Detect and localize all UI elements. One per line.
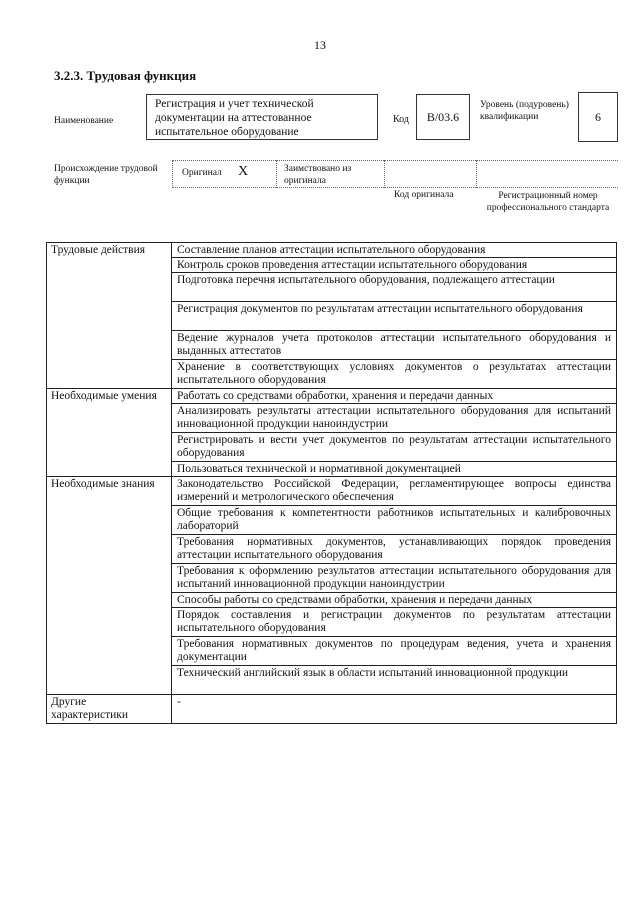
function-details-table: [46, 242, 617, 724]
description-cell: Законодательство Российской Федерации, регламентирующее вопросы единства измерений и метрологического обеспечения: [172, 477, 617, 506]
origin-divider: [476, 160, 477, 188]
function-code-box: В/03.6: [416, 94, 470, 140]
description-cell: Пользоваться технической и нормативной документацией: [172, 462, 617, 477]
description-cell: Способы работы со средствами обработки, хранения и передачи данных: [172, 593, 617, 608]
origin-divider: [172, 160, 173, 188]
description-cell: Анализировать результаты аттестации испытательного оборудования для испытаний инновационной продукции наноиндустрии: [172, 404, 617, 433]
table-row: [47, 389, 617, 404]
table-row: [47, 477, 617, 506]
category-cell: Необходимые умения: [47, 389, 172, 477]
description-cell: Технический английский язык в области испытаний инновационной продукции: [172, 666, 617, 695]
description-cell: Работать со средствами обработки, хранения и передачи данных: [172, 389, 617, 404]
original-label: Оригинал: [182, 168, 222, 178]
description-cell: -: [172, 695, 617, 724]
origin-label: Происхождение трудовой функции: [54, 164, 158, 186]
level-label: Уровень (подуровень) квалификации: [480, 100, 569, 122]
description-cell: Регистрировать и вести учет документов по результатам аттестации испытательного оборудования: [172, 433, 617, 462]
category-cell: Необходимые знания: [47, 477, 172, 695]
description-cell: Составление планов аттестации испытательного оборудования: [172, 243, 617, 258]
borrowed-label: Заимствовано из оригинала: [284, 164, 352, 186]
code-label: Код: [393, 114, 409, 125]
registration-number-label: Регистрационный номер профессионального стандарта: [486, 191, 610, 213]
description-cell: Контроль сроков проведения аттестации испытательного оборудования: [172, 258, 617, 273]
function-name-box: Регистрация и учет технической документации на аттестованное испытательное оборудование: [146, 94, 378, 140]
description-cell: Ведение журналов учета протоколов аттестации испытательного оборудования и выданных аттестатов: [172, 331, 617, 360]
category-cell: Трудовые действия: [47, 243, 172, 389]
category-cell: Другие характеристики: [47, 695, 172, 724]
origin-divider: [384, 160, 385, 188]
original-code-label: Код оригинала: [394, 190, 454, 200]
description-cell: Хранение в соответствующих условиях документов о результатах аттестации испытательного оборудования: [172, 360, 617, 389]
table-row: [47, 243, 617, 258]
table-row: [47, 695, 617, 724]
description-cell: Порядок составления и регистрации документов по результатам аттестации испытательного оборудования: [172, 608, 617, 637]
qualification-level-box: 6: [578, 92, 618, 142]
name-label: Наименование: [54, 116, 114, 126]
description-cell: Требования нормативных документов, устанавливающих порядок проведения аттестации испытательного оборудования: [172, 535, 617, 564]
section-title: 3.2.3. Трудовая функция: [54, 68, 197, 83]
description-cell: Подготовка перечня испытательного оборудования, подлежащего аттестации: [172, 273, 617, 302]
origin-divider: [276, 160, 277, 188]
description-cell: Требования нормативных документов по процедурам ведения, учета и хранения документации: [172, 637, 617, 666]
original-mark: X: [238, 164, 249, 179]
description-cell: Требования к оформлению результатов аттестации испытательного оборудования для испытаний инновационной продукции наноиндустрии: [172, 564, 617, 593]
page-number: 13: [314, 38, 326, 52]
description-cell: Регистрация документов по результатам аттестации испытательного оборудования: [172, 302, 617, 331]
description-cell: Общие требования к компетентности работников испытательных и калибровочных лабораторий: [172, 506, 617, 535]
